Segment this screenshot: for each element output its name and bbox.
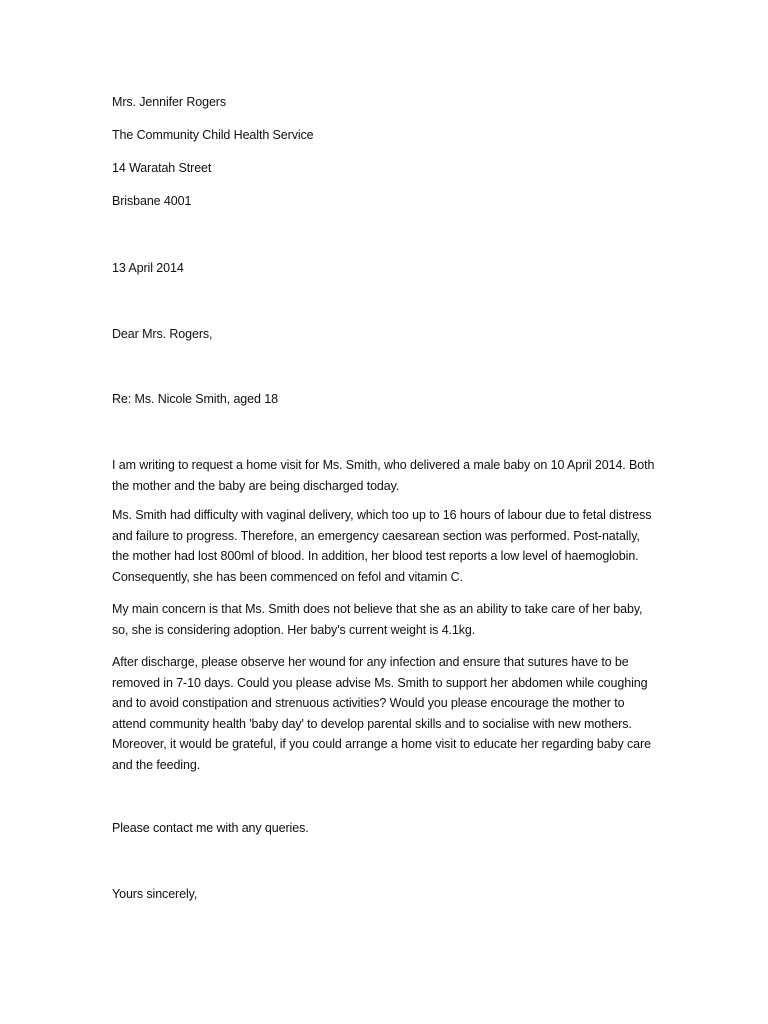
paragraph-request: I am writing to request a home visit for Ms. Smith, who delivered a male baby on 10 April 2014. Both the mother and the baby are being discharged today. [112, 458, 655, 493]
paragraph-concern: My main concern is that Ms. Smith does not believe that she as an ability to take care of her baby, so, she is considering adoption. Her baby's current weight is 4.1kg. [112, 602, 643, 637]
sign-off: Yours sincerely, [112, 887, 198, 901]
salutation: Dear Mrs. Rogers, [112, 327, 213, 341]
closing-request: Please contact me with any queries. [112, 821, 309, 835]
sender-city: Brisbane 4001 [112, 194, 192, 208]
re-line: Re: Ms. Nicole Smith, aged 18 [112, 392, 278, 406]
paragraph-instructions: After discharge, please observe her wound for any infection and ensure that sutures have to be removed in 7-10 days. Could you please advise Ms. Smith to support her abdomen while coughing and to avoid constipation and strenuous activities? Would you please encourage the mother to attend community health 'baby day' to develop parental skills and to socialise with new mothers. Moreover, it would be grateful, if you could arrange a home visit to educate her regarding baby care and the feeding. [112, 655, 651, 772]
sender-name: Mrs. Jennifer Rogers [112, 95, 227, 109]
sender-organisation: The Community Child Health Service [112, 128, 314, 142]
sender-street: 14 Waratah Street [112, 161, 212, 175]
paragraph-history: Ms. Smith had difficulty with vaginal delivery, which too up to 16 hours of labour due to fetal distress and failure to progress. Therefore, an emergency caesarean section was performed. Post-natally, the mother had lost 800ml of blood. In addition, her blood test reports a low level of haemoglobin. Consequently, she has been commenced on fefol and vitamin C. [112, 508, 652, 584]
letter-date: 13 April 2014 [112, 261, 184, 275]
